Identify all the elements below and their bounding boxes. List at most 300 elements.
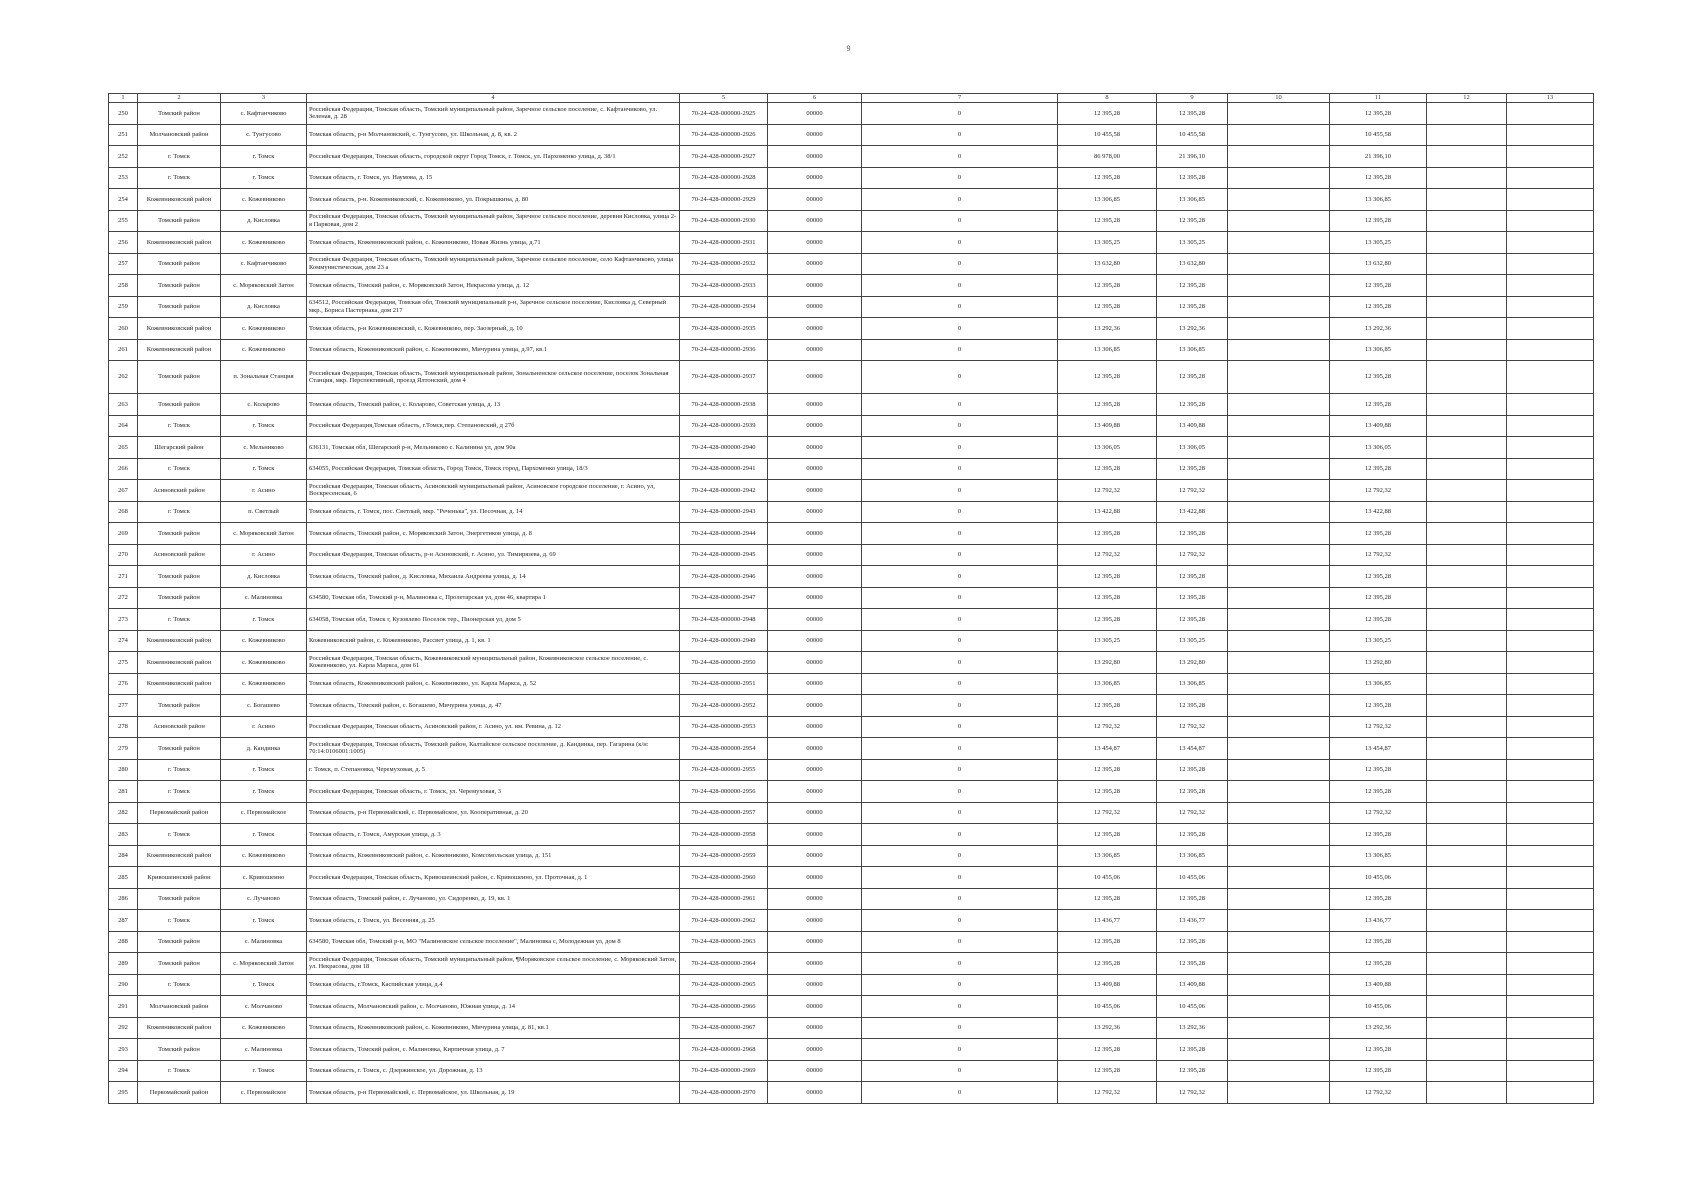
cell-address: Томская область, Кожевниковский район, с. Кожевниково, Мичурина улица, д.97, кв.1: [307, 339, 680, 361]
cell-value-12: [1427, 609, 1507, 631]
cell-locality: г. Томск: [221, 824, 307, 846]
cell-value-12: [1427, 824, 1507, 846]
cell-amount-11: 12 395,28: [1330, 609, 1427, 631]
cell-value-10: [1228, 339, 1330, 361]
page-number: 9: [846, 44, 851, 53]
cell-amount-11: 12 395,28: [1330, 566, 1427, 588]
column-header: 4: [307, 94, 680, 103]
cell-amount-8: 12 395,28: [1058, 781, 1157, 803]
cell-amount-9: 13 306,85: [1157, 673, 1228, 695]
cell-amount-8: 12 395,28: [1058, 275, 1157, 297]
table-row: [109, 845, 1594, 867]
column-header: 1: [109, 94, 138, 103]
cell-amount-11: 12 395,28: [1330, 1039, 1427, 1061]
cell-value-13: [1507, 996, 1594, 1018]
table-row: [109, 652, 1594, 674]
cell-row-number: 286: [109, 888, 138, 910]
cell-value-7: 0: [862, 415, 1058, 437]
cell-locality: г. Томск: [221, 910, 307, 932]
cell-code: 00000: [768, 910, 862, 932]
cell-district: Асиновский район: [138, 544, 221, 566]
cell-address: Российская Федерация,Томская область, г.Томск,пер. Степановский, д 27б: [307, 415, 680, 437]
cell-amount-8: 12 395,28: [1058, 523, 1157, 545]
cell-value-13: [1507, 824, 1594, 846]
cell-code: 00000: [768, 437, 862, 459]
cell-address: Российская Федерация, Томская область, городской округ Город Томск, г. Томск, ул. Пархоменко улица, д. 38/1: [307, 146, 680, 168]
cell-locality: с. Кожевниково: [221, 845, 307, 867]
cell-value-7: 0: [862, 232, 1058, 254]
cell-amount-11: 12 395,28: [1330, 953, 1427, 975]
cell-address: Российская Федерация, Томская область, Томский муниципальный район, Зональненское сельское поселение, поселок Зональная Станция, мкр. Перспективный, проезд Ялтонский, дом 4: [307, 361, 680, 394]
cell-value-12: [1427, 910, 1507, 932]
cell-value-12: [1427, 361, 1507, 394]
cell-record-id: 70-24-428-000000-2934: [680, 296, 768, 318]
cell-value-7: 0: [862, 609, 1058, 631]
cell-district: Томский район: [138, 361, 221, 394]
table-row: [109, 415, 1594, 437]
cell-district: Шегарский район: [138, 437, 221, 459]
cell-amount-9: 13 409,88: [1157, 415, 1228, 437]
cell-amount-9: 12 395,28: [1157, 167, 1228, 189]
cell-value-7: 0: [862, 652, 1058, 674]
cell-address: Томская область, р-н Молчановский, с. Тунгусово, ул. Школьная, д. 8, кв. 2: [307, 124, 680, 146]
cell-district: Кожевниковский район: [138, 189, 221, 211]
cell-value-13: [1507, 738, 1594, 760]
cell-code: 00000: [768, 566, 862, 588]
cell-address: Томская область, Томский район, д. Кисловка, Михаила Андреева улица, д. 14: [307, 566, 680, 588]
cell-row-number: 287: [109, 910, 138, 932]
cell-record-id: 70-24-428-000000-2951: [680, 673, 768, 695]
cell-amount-8: 13 436,77: [1058, 910, 1157, 932]
cell-amount-9: 12 395,28: [1157, 888, 1228, 910]
cell-value-10: [1228, 867, 1330, 889]
cell-locality: с. Богашево: [221, 695, 307, 717]
cell-row-number: 276: [109, 673, 138, 695]
cell-value-7: 0: [862, 802, 1058, 824]
cell-code: 00000: [768, 415, 862, 437]
cell-locality: г. Томск: [221, 759, 307, 781]
table-row: [109, 124, 1594, 146]
cell-amount-11: 12 395,28: [1330, 781, 1427, 803]
cell-value-10: [1228, 210, 1330, 232]
column-header: 8: [1058, 94, 1157, 103]
cell-district: Томский район: [138, 275, 221, 297]
cell-value-7: 0: [862, 824, 1058, 846]
cell-value-13: [1507, 124, 1594, 146]
column-header: 5: [680, 94, 768, 103]
cell-value-13: [1507, 361, 1594, 394]
cell-row-number: 293: [109, 1039, 138, 1061]
cell-row-number: 262: [109, 361, 138, 394]
cell-address: Томская область, р-н. Кожевниковский, с. Кожевниково, ул. Покрышкина, д. 80: [307, 189, 680, 211]
cell-locality: с. Первомайское: [221, 1082, 307, 1104]
cell-amount-11: 13 305,25: [1330, 630, 1427, 652]
table-row: [109, 501, 1594, 523]
cell-district: Томский район: [138, 210, 221, 232]
cell-amount-8: 13 306,85: [1058, 673, 1157, 695]
cell-value-12: [1427, 845, 1507, 867]
cell-value-10: [1228, 609, 1330, 631]
table-row: [109, 974, 1594, 996]
cell-row-number: 265: [109, 437, 138, 459]
cell-amount-8: 12 395,28: [1058, 953, 1157, 975]
cell-amount-8: 13 409,88: [1058, 974, 1157, 996]
cell-address: Томская область, г.Томск, Каспийская улица, д.4: [307, 974, 680, 996]
table-row: [109, 716, 1594, 738]
cell-amount-11: 12 395,28: [1330, 931, 1427, 953]
cell-amount-11: 12 395,28: [1330, 695, 1427, 717]
cell-value-10: [1228, 1060, 1330, 1082]
cell-district: г. Томск: [138, 458, 221, 480]
cell-value-10: [1228, 437, 1330, 459]
table-row: [109, 523, 1594, 545]
cell-value-13: [1507, 781, 1594, 803]
cell-record-id: 70-24-428-000000-2939: [680, 415, 768, 437]
cell-amount-8: 12 395,28: [1058, 587, 1157, 609]
cell-locality: с. Малиновка: [221, 587, 307, 609]
cell-amount-9: 12 395,28: [1157, 1039, 1228, 1061]
cell-address: Российская Федерация, Томская область, Кожевниковский муниципальный район, Кожевниковское сельское поселение, с. Кожевниково, ул. Карла Маркса, дом 61: [307, 652, 680, 674]
cell-value-13: [1507, 394, 1594, 416]
cell-record-id: 70-24-428-000000-2932: [680, 253, 768, 275]
cell-value-13: [1507, 275, 1594, 297]
cell-value-12: [1427, 652, 1507, 674]
cell-code: 00000: [768, 673, 862, 695]
cell-code: 00000: [768, 1060, 862, 1082]
cell-locality: д. Кисловка: [221, 296, 307, 318]
column-header: 3: [221, 94, 307, 103]
cell-code: 00000: [768, 781, 862, 803]
cell-value-7: 0: [862, 523, 1058, 545]
cell-value-13: [1507, 189, 1594, 211]
cell-value-7: 0: [862, 910, 1058, 932]
cell-row-number: 266: [109, 458, 138, 480]
cell-row-number: 251: [109, 124, 138, 146]
cell-value-10: [1228, 673, 1330, 695]
cell-value-13: [1507, 480, 1594, 502]
cell-value-13: [1507, 253, 1594, 275]
cell-value-10: [1228, 189, 1330, 211]
cell-code: 00000: [768, 953, 862, 975]
cell-value-10: [1228, 232, 1330, 254]
table-row: [109, 103, 1594, 125]
cell-value-12: [1427, 888, 1507, 910]
table-row: [109, 888, 1594, 910]
table-row: [109, 544, 1594, 566]
cell-value-12: [1427, 566, 1507, 588]
cell-record-id: 70-24-428-000000-2946: [680, 566, 768, 588]
cell-row-number: 260: [109, 318, 138, 340]
cell-value-7: 0: [862, 953, 1058, 975]
cell-address: Российская Федерация, Томская область, Асиновский район, г. Асино, ул. им. Ревина, д. 12: [307, 716, 680, 738]
cell-record-id: 70-24-428-000000-2930: [680, 210, 768, 232]
cell-record-id: 70-24-428-000000-2942: [680, 480, 768, 502]
cell-row-number: 294: [109, 1060, 138, 1082]
cell-amount-9: 12 395,28: [1157, 695, 1228, 717]
cell-value-13: [1507, 146, 1594, 168]
cell-row-number: 273: [109, 609, 138, 631]
cell-value-12: [1427, 1060, 1507, 1082]
cell-address: Российская Федерация, Томская область, Томский район, Калтайское сельское поселение, д. Кандинка, пер. Гагарина (к/н: 70:14:0106001:1005): [307, 738, 680, 760]
cell-value-12: [1427, 695, 1507, 717]
cell-value-7: 0: [862, 146, 1058, 168]
cell-row-number: 281: [109, 781, 138, 803]
cell-district: Томский район: [138, 695, 221, 717]
cell-value-13: [1507, 339, 1594, 361]
cell-record-id: 70-24-428-000000-2941: [680, 458, 768, 480]
cell-amount-9: 13 454,87: [1157, 738, 1228, 760]
cell-row-number: 271: [109, 566, 138, 588]
cell-value-13: [1507, 888, 1594, 910]
cell-value-7: 0: [862, 296, 1058, 318]
cell-value-13: [1507, 210, 1594, 232]
cell-locality: с. Кожевниково: [221, 630, 307, 652]
cell-amount-8: 12 395,28: [1058, 824, 1157, 846]
cell-value-13: [1507, 318, 1594, 340]
cell-row-number: 254: [109, 189, 138, 211]
cell-address: Томская область, Томский район, с. Моряковский Затон, Некрасова улица, д. 12: [307, 275, 680, 297]
cell-value-7: 0: [862, 124, 1058, 146]
cell-district: Томский район: [138, 103, 221, 125]
cell-row-number: 258: [109, 275, 138, 297]
cell-value-10: [1228, 296, 1330, 318]
cell-value-13: [1507, 103, 1594, 125]
cell-address: Томская область, Кожевниковский район, с. Кожевниково, Новая Жизнь улица, д.71: [307, 232, 680, 254]
cell-amount-11: 13 409,88: [1330, 415, 1427, 437]
cell-amount-11: 13 292,80: [1330, 652, 1427, 674]
table-row: [109, 361, 1594, 394]
cell-amount-11: 13 454,87: [1330, 738, 1427, 760]
table-row: [109, 673, 1594, 695]
cell-locality: г. Асино: [221, 480, 307, 502]
cell-amount-9: 12 395,28: [1157, 931, 1228, 953]
cell-address: Томская область, Томский район, с. Моряковский Затон, Энергетиков улица, д. 8: [307, 523, 680, 545]
cell-value-13: [1507, 953, 1594, 975]
cell-district: г. Томск: [138, 781, 221, 803]
cell-value-12: [1427, 103, 1507, 125]
cell-amount-9: 10 455,06: [1157, 996, 1228, 1018]
cell-locality: с. Кожевниково: [221, 339, 307, 361]
table-row: [109, 587, 1594, 609]
cell-value-13: [1507, 458, 1594, 480]
cell-address: Российская Федерация, Томская область, Томский муниципальный район, Заречное сельское поселение, с. Кафтанчиково, ул. Зеленая, д. 28: [307, 103, 680, 125]
registry-table: [108, 93, 1594, 1104]
cell-value-7: 0: [862, 1082, 1058, 1104]
cell-address: Российская Федерация, Томская область, р-н Асиновский, г. Асино, ул. Тимирязева, д. 69: [307, 544, 680, 566]
cell-value-12: [1427, 759, 1507, 781]
column-header: 9: [1157, 94, 1228, 103]
cell-locality: с. Кожевниково: [221, 1017, 307, 1039]
cell-amount-9: 12 792,32: [1157, 802, 1228, 824]
cell-amount-11: 12 792,32: [1330, 544, 1427, 566]
cell-code: 00000: [768, 1039, 862, 1061]
cell-value-7: 0: [862, 544, 1058, 566]
cell-record-id: 70-24-428-000000-2955: [680, 759, 768, 781]
cell-amount-8: 12 395,28: [1058, 566, 1157, 588]
cell-record-id: 70-24-428-000000-2965: [680, 974, 768, 996]
cell-address: Томская область, Томский район, с. Малиновка, Кирпичная улица, д. 7: [307, 1039, 680, 1061]
cell-row-number: 255: [109, 210, 138, 232]
cell-record-id: 70-24-428-000000-2936: [680, 339, 768, 361]
cell-amount-9: 13 306,85: [1157, 189, 1228, 211]
cell-amount-11: 12 395,28: [1330, 1060, 1427, 1082]
cell-amount-8: 10 455,06: [1058, 996, 1157, 1018]
table-row: [109, 275, 1594, 297]
cell-amount-8: 13 305,25: [1058, 630, 1157, 652]
cell-amount-9: 12 395,28: [1157, 458, 1228, 480]
cell-value-7: 0: [862, 867, 1058, 889]
cell-value-13: [1507, 1039, 1594, 1061]
cell-district: г. Томск: [138, 146, 221, 168]
cell-locality: г. Томск: [221, 458, 307, 480]
cell-code: 00000: [768, 146, 862, 168]
cell-record-id: 70-24-428-000000-2964: [680, 953, 768, 975]
cell-amount-9: 12 395,28: [1157, 953, 1228, 975]
cell-amount-8: 13 292,36: [1058, 318, 1157, 340]
cell-value-10: [1228, 931, 1330, 953]
cell-record-id: 70-24-428-000000-2940: [680, 437, 768, 459]
table-row: [109, 1039, 1594, 1061]
cell-address: Томская область, г. Томск, с. Дзержинское, ул. Дорожная, д. 13: [307, 1060, 680, 1082]
cell-code: 00000: [768, 695, 862, 717]
cell-code: 00000: [768, 189, 862, 211]
cell-row-number: 285: [109, 867, 138, 889]
cell-locality: г. Томск: [221, 781, 307, 803]
cell-record-id: 70-24-428-000000-2949: [680, 630, 768, 652]
cell-code: 00000: [768, 845, 862, 867]
cell-district: Томский район: [138, 931, 221, 953]
cell-value-13: [1507, 587, 1594, 609]
cell-value-12: [1427, 1082, 1507, 1104]
cell-value-7: 0: [862, 339, 1058, 361]
table-row: [109, 695, 1594, 717]
cell-locality: д. Кандинка: [221, 738, 307, 760]
cell-locality: д. Кисловка: [221, 566, 307, 588]
cell-record-id: 70-24-428-000000-2967: [680, 1017, 768, 1039]
cell-district: Кривошеинский район: [138, 867, 221, 889]
cell-district: Томский район: [138, 523, 221, 545]
cell-code: 00000: [768, 1082, 862, 1104]
cell-district: Асиновский район: [138, 716, 221, 738]
cell-district: Первомайский район: [138, 802, 221, 824]
cell-value-12: [1427, 523, 1507, 545]
cell-value-12: [1427, 124, 1507, 146]
cell-value-10: [1228, 587, 1330, 609]
cell-value-10: [1228, 824, 1330, 846]
cell-value-12: [1427, 501, 1507, 523]
column-header: 12: [1427, 94, 1507, 103]
cell-address: 634512, Российская Федерация, Томская обл, Томский муниципальный р-н, Заречное сельское поселение, Кисловка д, Северный мкр., Бориса Пастернака, дом 217: [307, 296, 680, 318]
cell-row-number: 268: [109, 501, 138, 523]
cell-district: Кожевниковский район: [138, 652, 221, 674]
cell-code: 00000: [768, 759, 862, 781]
cell-locality: г. Асино: [221, 716, 307, 738]
cell-amount-8: 12 395,28: [1058, 1039, 1157, 1061]
cell-district: г. Томск: [138, 759, 221, 781]
cell-address: Томская область, Томский район, с. Коларово, Советская улица, д. 13: [307, 394, 680, 416]
cell-value-10: [1228, 652, 1330, 674]
cell-amount-9: 12 792,32: [1157, 544, 1228, 566]
table-row: [109, 458, 1594, 480]
cell-district: г. Томск: [138, 501, 221, 523]
cell-address: Томская область, г. Томск, ул. Наумова, д. 15: [307, 167, 680, 189]
cell-amount-11: 12 395,28: [1330, 167, 1427, 189]
table-row: [109, 232, 1594, 254]
cell-row-number: 277: [109, 695, 138, 717]
column-header: 10: [1228, 94, 1330, 103]
cell-row-number: 263: [109, 394, 138, 416]
cell-district: Кожевниковский район: [138, 630, 221, 652]
cell-value-12: [1427, 394, 1507, 416]
cell-district: Первомайский район: [138, 1082, 221, 1104]
cell-locality: с. Первомайское: [221, 802, 307, 824]
cell-value-13: [1507, 759, 1594, 781]
cell-amount-11: 12 395,28: [1330, 361, 1427, 394]
cell-row-number: 264: [109, 415, 138, 437]
cell-row-number: 274: [109, 630, 138, 652]
cell-record-id: 70-24-428-000000-2925: [680, 103, 768, 125]
cell-value-12: [1427, 189, 1507, 211]
cell-address: Томская область, г. Томск, Амурская улица, д. 3: [307, 824, 680, 846]
cell-row-number: 279: [109, 738, 138, 760]
cell-amount-11: 12 395,28: [1330, 394, 1427, 416]
cell-code: 00000: [768, 523, 862, 545]
cell-record-id: 70-24-428-000000-2933: [680, 275, 768, 297]
cell-row-number: 261: [109, 339, 138, 361]
cell-value-7: 0: [862, 437, 1058, 459]
cell-address: Российская Федерация, Томская область, г. Томск, ул. Черемуховая, 3: [307, 781, 680, 803]
cell-record-id: 70-24-428-000000-2963: [680, 931, 768, 953]
cell-amount-8: 12 395,28: [1058, 361, 1157, 394]
cell-locality: с. Тунгусово: [221, 124, 307, 146]
cell-amount-8: 10 455,58: [1058, 124, 1157, 146]
table-row: [109, 824, 1594, 846]
cell-amount-8: 12 395,28: [1058, 759, 1157, 781]
cell-code: 00000: [768, 974, 862, 996]
cell-value-13: [1507, 415, 1594, 437]
cell-value-12: [1427, 210, 1507, 232]
cell-locality: с. Кожевниково: [221, 189, 307, 211]
cell-code: 00000: [768, 609, 862, 631]
table-row: [109, 1017, 1594, 1039]
cell-value-12: [1427, 253, 1507, 275]
cell-amount-11: 12 792,32: [1330, 802, 1427, 824]
cell-value-7: 0: [862, 253, 1058, 275]
cell-value-13: [1507, 523, 1594, 545]
cell-amount-8: 12 395,28: [1058, 931, 1157, 953]
cell-amount-11: 12 792,32: [1330, 1082, 1427, 1104]
cell-value-10: [1228, 566, 1330, 588]
cell-locality: с. Моряковский Затон: [221, 275, 307, 297]
cell-value-7: 0: [862, 974, 1058, 996]
cell-code: 00000: [768, 296, 862, 318]
cell-code: 00000: [768, 480, 862, 502]
cell-value-13: [1507, 867, 1594, 889]
cell-value-12: [1427, 1017, 1507, 1039]
cell-address: Кожевниковский район, с. Кожевниково, Рассвет улица, д. 1, кв. 1: [307, 630, 680, 652]
cell-amount-9: 12 395,28: [1157, 275, 1228, 297]
cell-value-7: 0: [862, 845, 1058, 867]
cell-locality: с. Моряковский Затон: [221, 953, 307, 975]
cell-address: Томская область, г. Томск, пос. Светлый, мкр. "Реченька", ул. Песочная, д. 14: [307, 501, 680, 523]
cell-locality: с. Лучаново: [221, 888, 307, 910]
cell-row-number: 253: [109, 167, 138, 189]
cell-value-12: [1427, 146, 1507, 168]
cell-district: Томский район: [138, 566, 221, 588]
cell-locality: п. Светлый: [221, 501, 307, 523]
cell-record-id: 70-24-428-000000-2927: [680, 146, 768, 168]
cell-amount-8: 86 978,00: [1058, 146, 1157, 168]
